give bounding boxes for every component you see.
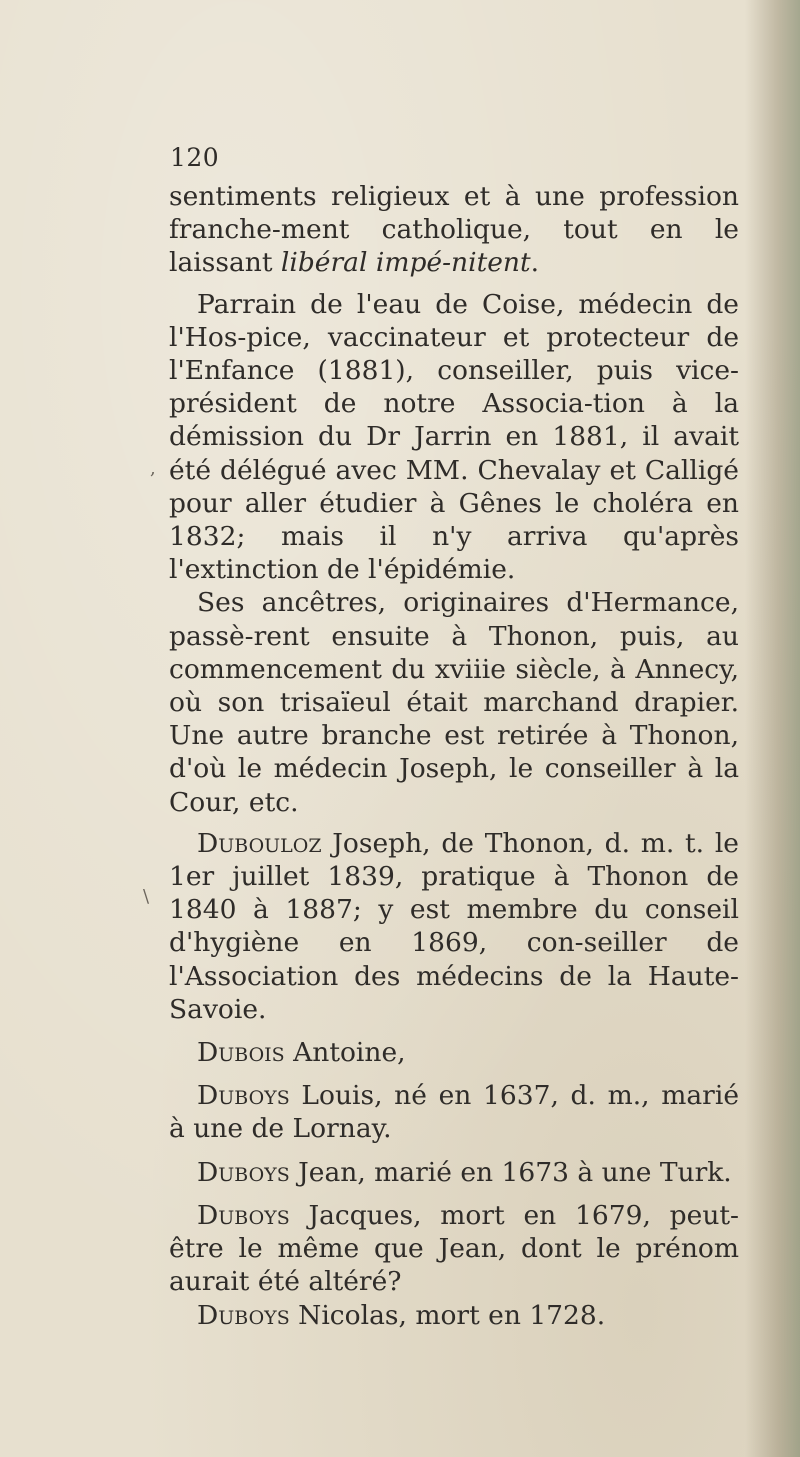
page-edge-shadow xyxy=(745,0,800,1457)
entry-text: Antoine, xyxy=(284,1037,406,1069)
entry-dubois-antoine xyxy=(169,1036,739,1069)
entry-name: Duboys xyxy=(197,1080,290,1112)
entry-duboys-louis xyxy=(169,1079,739,1145)
paragraph-1-italic: libéral impé-nitent xyxy=(280,247,531,279)
entry-name: Dubois xyxy=(197,1037,285,1069)
paragraph-1-end: . xyxy=(530,247,540,279)
entry-text: Jacques, mort en 1679, peut-être le même que Jean, dont le prénom aurait été altéré? xyxy=(169,1199,739,1298)
paragraph-1-text: sentiments religieux et à une profession franche-ment catholique, tout en le laissant xyxy=(169,181,739,279)
page-number: 120 xyxy=(170,143,220,172)
entry-duboys-jacques xyxy=(169,1199,739,1299)
entry-name: Dubouloz xyxy=(197,827,322,859)
entry-text: Joseph, de Thonon, d. m. t. le 1er juillet 1839, pratique à Thonon de 1840 à 1887; y est membre du conseil d'hygiène en 1869, con-seiller de l'Association des médecins de la Haute-Savoie. xyxy=(169,827,739,1025)
entry-name: Duboys xyxy=(197,1156,290,1188)
entry-text: Nicolas, mort en 1728. xyxy=(289,1299,606,1331)
paragraph-3: Ses ancêtres, originaires d'Hermance, passè-rent ensuite à Thonon, puis, au commencement du xviiie siècle, à Annecy, où son trisaïeul était marchand drapier. Une autre branche est retirée à Thonon, d'où le médecin Joseph, le conseiller à la Cour, etc. xyxy=(169,587,739,818)
entry-text: Jean, marié en 1673 à une Turk. xyxy=(289,1156,732,1188)
entry-duboys-nicolas xyxy=(169,1299,739,1332)
paragraph-2: Parrain de l'eau de Coise, médecin de l'Hos-pice, vaccinateur et protecteur de l'Enfance (1881), conseiller, puis vice-président de notre Associa-tion à la démission du Dr Jarrin en 1881, il avait été délégué avec MM. Chevalay et Calligé pour aller étudier à Gênes le choléra en 1832; mais il n'y arriva qu'après l'extinction de l'épidémie. xyxy=(169,288,739,586)
margin-comma-mark: , xyxy=(150,458,156,479)
entry-dubouloz xyxy=(169,827,739,1026)
entry-duboys-jean xyxy=(169,1156,739,1189)
paragraph-1 xyxy=(169,180,739,280)
entry-name: Duboys xyxy=(197,1299,290,1331)
page-body xyxy=(169,180,739,1332)
entry-text: Louis, né en 1637, d. m., marié à une de Lornay. xyxy=(169,1080,739,1145)
entry-name: Duboys xyxy=(197,1199,290,1231)
margin-tick-mark: \ xyxy=(143,886,150,907)
